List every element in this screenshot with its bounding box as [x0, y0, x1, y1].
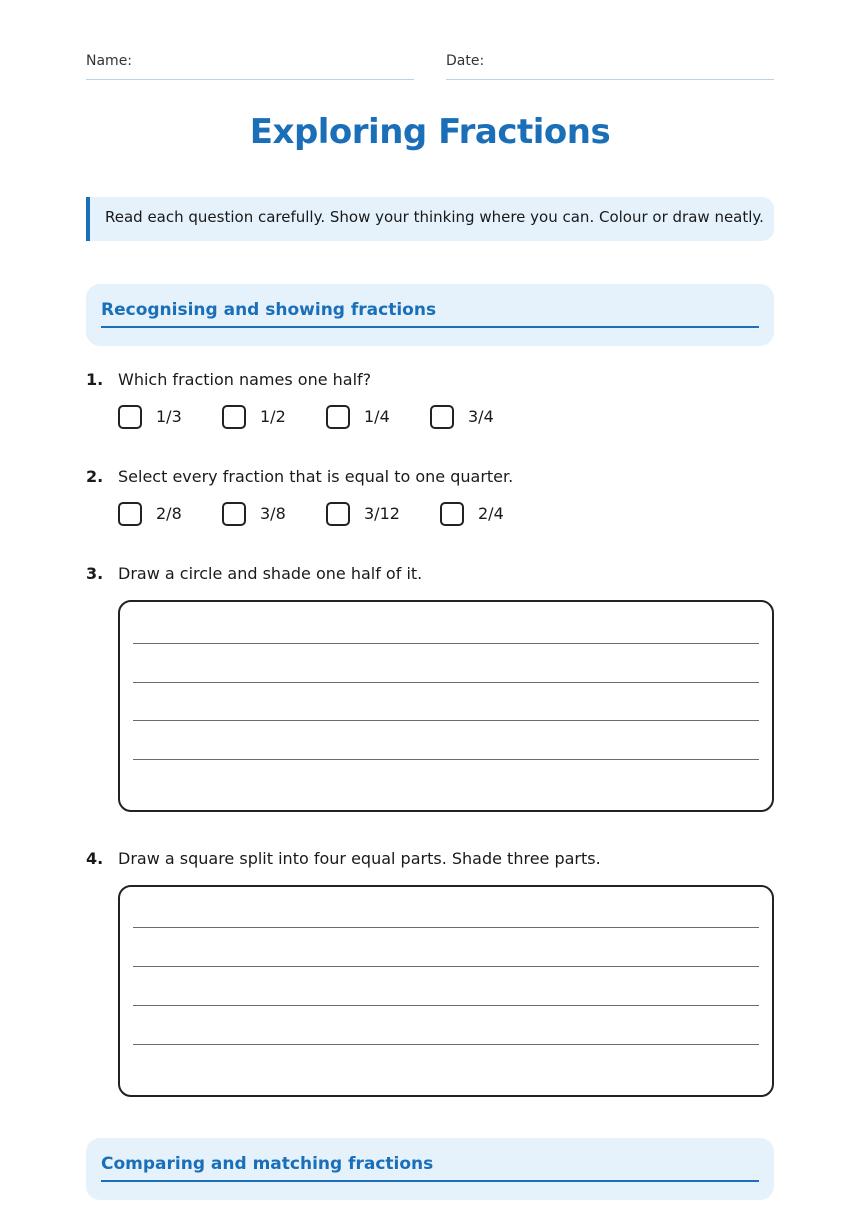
- option-label: 2/4: [478, 504, 504, 523]
- checkbox[interactable]: [326, 502, 350, 526]
- option-label: 1/4: [364, 407, 390, 426]
- question-text: Draw a square split into four equal parts. Shade three parts.: [118, 849, 601, 868]
- option-label: 3/8: [260, 504, 286, 523]
- writing-line: [133, 927, 759, 928]
- option-label: 1/3: [156, 407, 182, 426]
- question-text: Select every fraction that is equal to one quarter.: [118, 467, 514, 486]
- section-title: Comparing and matching fractions: [101, 1154, 759, 1182]
- date-field[interactable]: [446, 53, 774, 80]
- date-label: Date:: [446, 53, 485, 69]
- question-text: Draw a circle and shade one half of it.: [118, 564, 423, 583]
- option-label: 3/4: [468, 407, 494, 426]
- section-header: [86, 284, 774, 346]
- question-number: 1.: [86, 370, 104, 389]
- question-number: 4.: [86, 849, 104, 868]
- option-label: 1/2: [260, 407, 286, 426]
- name-field[interactable]: [86, 53, 414, 80]
- answer-options: [118, 405, 718, 435]
- drawing-area[interactable]: [118, 885, 774, 1097]
- writing-line: [133, 966, 759, 967]
- checkbox[interactable]: [440, 502, 464, 526]
- instructions-text: Read each question carefully. Show your thinking where you can. Colour or draw neatly.: [105, 208, 764, 226]
- checkbox[interactable]: [222, 502, 246, 526]
- question-number: 2.: [86, 467, 104, 486]
- question-number: 3.: [86, 564, 104, 583]
- name-label: Name:: [86, 53, 133, 69]
- writing-line: [133, 643, 759, 644]
- checkbox[interactable]: [430, 405, 454, 429]
- option-label: 3/12: [364, 504, 400, 523]
- checkbox[interactable]: [118, 502, 142, 526]
- drawing-area[interactable]: [118, 600, 774, 812]
- writing-line: [133, 682, 759, 683]
- section-title: Recognising and showing fractions: [101, 300, 759, 328]
- student-fields: [86, 53, 774, 81]
- option-label: 2/8: [156, 504, 182, 523]
- checkbox[interactable]: [326, 405, 350, 429]
- worksheet-title: Exploring Fractions: [249, 112, 611, 152]
- writing-line: [133, 1044, 759, 1045]
- writing-line: [133, 759, 759, 760]
- question-text: Which fraction names one half?: [118, 370, 372, 389]
- answer-options: [118, 502, 718, 532]
- section-header: [86, 1138, 774, 1200]
- checkbox[interactable]: [222, 405, 246, 429]
- checkbox[interactable]: [118, 405, 142, 429]
- writing-line: [133, 1005, 759, 1006]
- instructions-callout: [86, 197, 774, 241]
- writing-line: [133, 720, 759, 721]
